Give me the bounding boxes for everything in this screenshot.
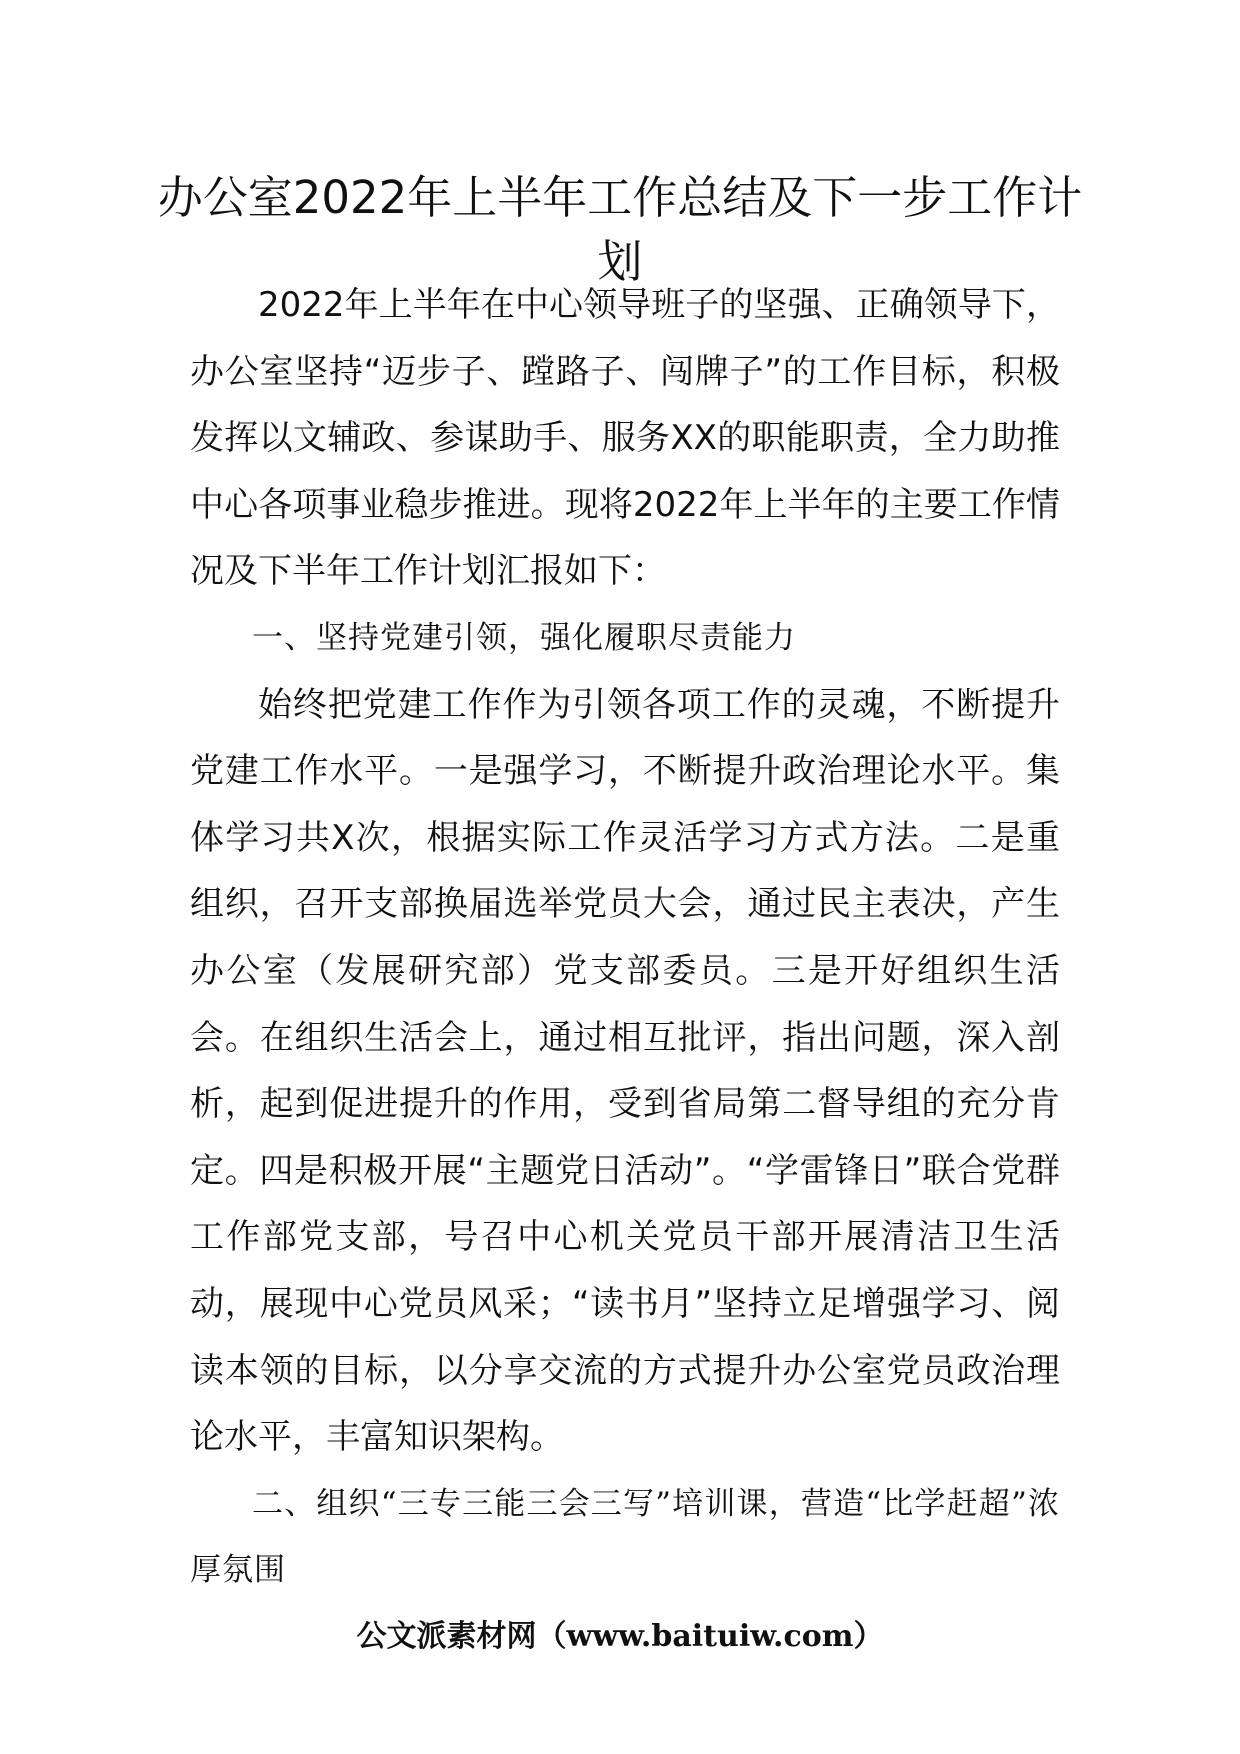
document-title: 办公室2022年上半年工作总结及下一步工作计划 [157, 171, 1083, 288]
document-body [190, 272, 1060, 1604]
intro-paragraph: 2022年上半年在中心领导班子的坚强、正确领导下，办公室坚持“迈步子、蹚路子、闯牌子”的工作目标，积极发挥以文辅政、参谋助手、服务XX的职能职责，全力助推中心各项事业稳步推进。现将2022年上半年的主要工作情况及下半年工作计划汇报如下： [190, 285, 1060, 592]
body-paragraph: 始终把党建工作作为引领各项工作的灵魂，不断提升党建工作水平。一是强学习，不断提升政治理论水平。集体学习共X次，根据实际工作灵活学习方式方法。二是重组织，召开支部换届选举党员大会，通过民主表决，产生办公室（发展研究部）党支部委员。三是开好组织生活会。在组织生活会上，通过相互批评，指出问题，深入剖析，起到促进提升的作用，受到省局第二督导组的充分肯定。四是积极开展“主题党日活动”。“学雷锋日”联合党群工作部党支部，号召中心机关党员干部开展清洁卫生活动，展现中心党员风采；“读书月”坚持立足增强学习、阅读本领的目标，以分享交流的方式提升办公室党员政治理论水平，丰富知识架构。 [190, 684, 1060, 1458]
section-heading-2: 二、组织“三专三能三会三写”培训课，营造“比学赶超”浓厚氛围 [190, 1485, 1060, 1589]
section-heading-1: 一、坚持党建引领，强化履职尽责能力 [252, 619, 796, 656]
footer-watermark: 公文派素材网（www.baituiw.com） [356, 1619, 884, 1654]
